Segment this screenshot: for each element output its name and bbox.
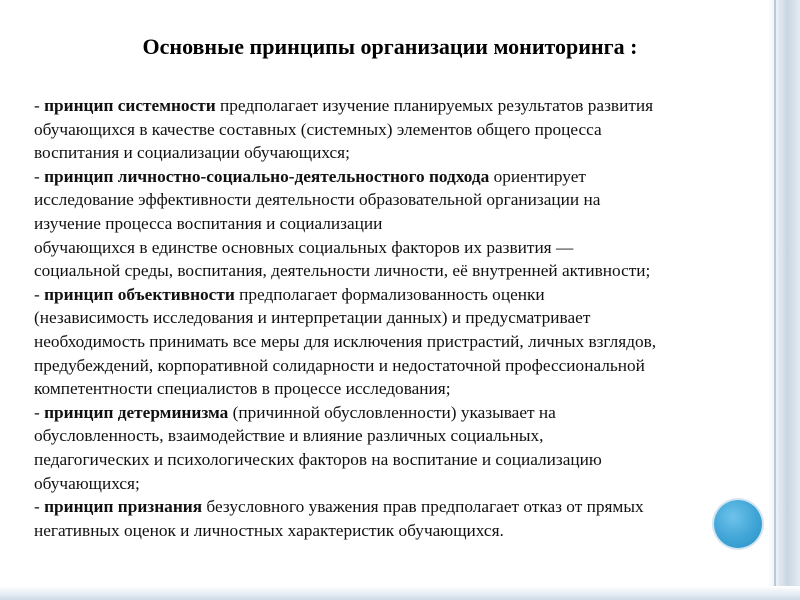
slide-title: Основные принципы организации мониторинга : [142,34,638,59]
principle-text: предполагает формализованность оценки [234,284,545,304]
principle-line: негативных оценок и личностных характеристик обучающихся. [34,520,504,540]
list-dash: - [34,284,45,304]
principle-item [34,283,764,401]
list-dash: - [34,402,45,422]
principle-line: педагогических и психологических факторов на воспитание и социализацию [34,449,602,469]
principle-line [34,283,764,307]
principle-line: необходимость принимать все меры для исключения пристрастий, личных взглядов, [34,331,657,351]
principle-line [34,94,764,118]
principle-line [34,165,764,189]
principles-list [34,94,764,542]
principle-name: принцип объективности [44,284,235,304]
list-dash: - [34,166,45,186]
principle-item [34,495,764,542]
principle-line [34,401,764,425]
slide-frame-line [774,0,776,600]
principle-name: принцип системности [44,96,216,115]
principle-line: обусловленность, взаимодействие и влияние различных социальных, [34,426,544,446]
principle-item [34,94,764,165]
principle-item [34,165,764,283]
list-dash: - [34,497,45,517]
principle-text: предполагает изучение планируемых результатов развития [215,96,654,115]
principle-line: социальной среды, воспитания, деятельности личности, её внутренней активности; [34,261,651,281]
principle-line: обучающихся в единстве основных социальных факторов их развития — [34,237,574,257]
principle-line: предубеждений, корпоративной солидарности и недостаточной профессиональной [34,355,645,375]
principle-line: обучающихся в качестве составных (системных) элементов общего процесса [34,119,602,139]
principle-line: изучение процесса воспитания и социализации [34,213,383,233]
principle-text: (причинной обусловленности) указывает на [228,402,556,422]
principle-line: компетентности специалистов в процессе исследования; [34,379,451,399]
principle-name: принцип признания [44,497,203,517]
slide-frame-bottom [0,586,800,600]
principle-item [34,401,764,495]
slide-frame-line-inner [779,0,780,600]
slide-frame-right [768,0,800,600]
principle-name: принцип личностно-социально-деятельностного подхода [44,166,490,186]
principle-line: исследование эффективности деятельности образовательной организации на [34,190,601,210]
list-dash: - [34,96,45,115]
principle-line: воспитания и социализации обучающихся; [34,143,350,163]
principle-line: обучающихся; [34,473,140,493]
principle-line: (независимость исследования и интерпретации данных) и предусматривает [34,308,591,328]
principle-text: безусловного уважения прав предполагает отказ от прямых [202,497,644,517]
principle-text: ориентирует [489,166,586,186]
principle-name: принцип детерминизма [44,402,229,422]
principle-line [34,495,764,519]
decorative-circle [714,500,762,548]
